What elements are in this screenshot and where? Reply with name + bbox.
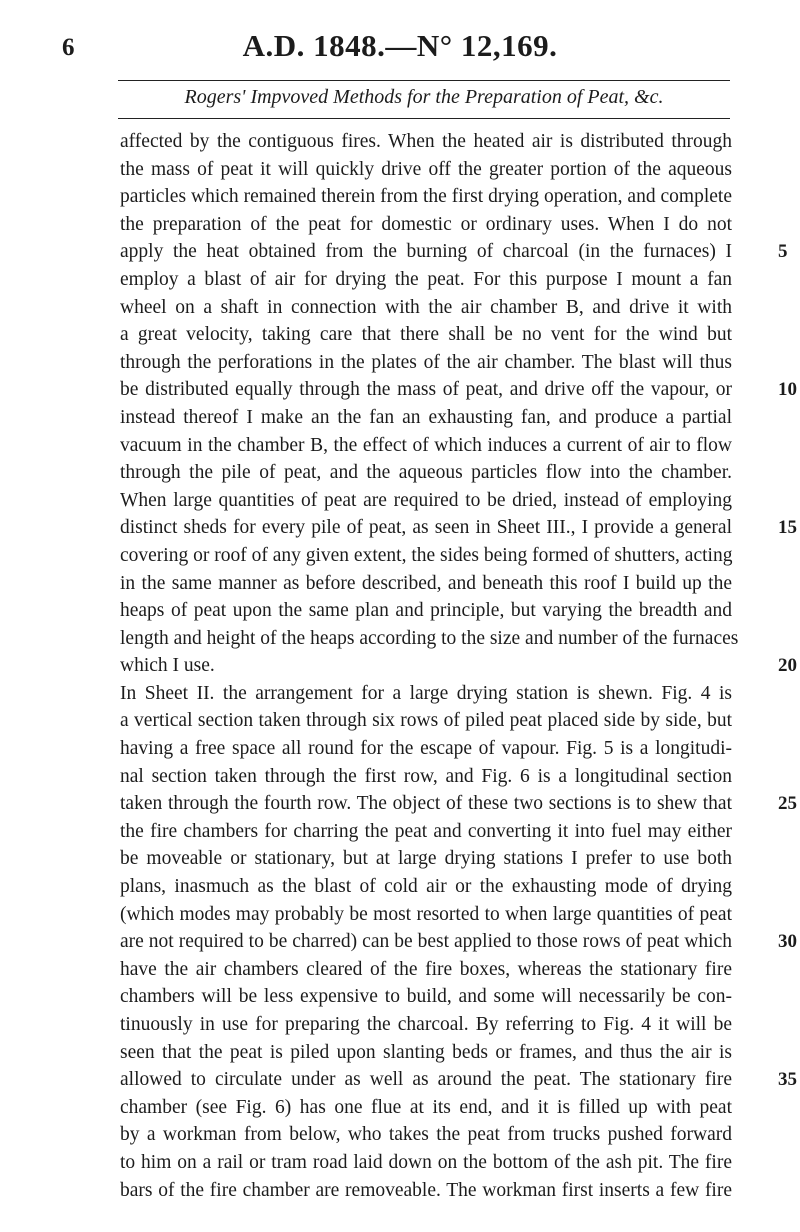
line-text: (which modes may probably be most resorted to when large quantities of peat	[120, 903, 732, 925]
text-line	[120, 625, 739, 653]
text-line	[120, 1039, 732, 1067]
text-line	[120, 128, 732, 156]
margin-line-number: 25	[778, 793, 797, 815]
text-line	[120, 707, 732, 735]
line-text: allowed to circulate under as well as around the peat. The stationary fire	[120, 1069, 732, 1091]
text-line	[120, 956, 732, 984]
text-line	[120, 845, 732, 873]
page-header: A.D. 1848.—N° 12,169.	[242, 28, 558, 63]
text-line	[120, 183, 732, 211]
line-text: When large quantities of peat are required to be dried, instead of employing	[120, 489, 732, 511]
line-text: by a workman from below, who takes the peat from trucks pushed forward	[120, 1124, 732, 1146]
text-line	[120, 156, 732, 184]
text-line	[120, 238, 788, 266]
line-text: taken through the fourth row. The object of these two sections is to shew that	[120, 793, 732, 815]
line-text: chambers will be less expensive to build, and some will necessarily be con-	[120, 986, 732, 1008]
line-text: nal section taken through the first row, and Fig. 6 is a longitudinal section	[120, 765, 732, 787]
margin-line-number: 15	[778, 517, 797, 539]
text-line	[120, 597, 732, 625]
line-text: a vertical section taken through six rows of piled peat placed side by side, but	[120, 710, 732, 732]
line-text: to him on a rail or tram road laid down on the bottom of the ash pit. The fire	[120, 1151, 732, 1173]
line-text: have the air chambers cleared of the fire boxes, whereas the stationary fire	[120, 958, 732, 980]
text-line	[120, 818, 732, 846]
text-line	[120, 570, 732, 598]
text-line	[120, 1094, 732, 1122]
line-text: plans, inasmuch as the blast of cold air or the exhausting mode of drying	[120, 876, 732, 898]
text-line	[120, 321, 732, 349]
text-line	[120, 1011, 732, 1039]
text-line	[120, 294, 732, 322]
line-text: tinuously in use for preparing the charcoal. By referring to Fig. 4 it will be	[120, 1014, 732, 1035]
text-line	[120, 459, 732, 487]
text-line	[120, 514, 797, 542]
body-text	[120, 128, 797, 1204]
line-text: chamber (see Fig. 6) has one flue at its end, and it is filled up with peat	[120, 1096, 732, 1118]
margin-line-number: 35	[778, 1069, 797, 1091]
text-line	[120, 487, 732, 515]
line-text: having a free space all round for the escape of vapour. Fig. 5 is a longitudi-	[120, 738, 732, 760]
line-text: instead thereof I make an the fan an exhausting fan, and produce a partial	[120, 406, 732, 428]
line-text: covering or roof of any given extent, the sides being formed of shutters, acting	[120, 544, 733, 566]
line-text: the fire chambers for charring the peat and converting it into fuel may either	[120, 820, 732, 842]
text-line	[120, 376, 797, 404]
line-text: wheel on a shaft in connection with the air chamber B, and drive it with	[120, 296, 732, 318]
line-text: the preparation of the peat for domestic or ordinary uses. When I do not	[120, 213, 732, 235]
text-line	[120, 790, 797, 818]
text-line	[120, 1149, 732, 1177]
line-text: affected by the contiguous fires. When the heated air is distributed through	[120, 131, 732, 152]
line-text: seen that the peat is piled upon slanting beds or frames, and thus the air is	[120, 1041, 732, 1063]
text-line	[120, 735, 732, 763]
text-line	[120, 901, 732, 929]
page-number: 6	[62, 34, 75, 61]
header-rule-top	[118, 80, 730, 81]
line-text: through the pile of peat, and the aqueous particles flow into the chamber.	[120, 462, 732, 484]
line-text: employ a blast of air for drying the peat. For this purpose I mount a fan	[120, 268, 732, 290]
text-line	[120, 1177, 732, 1205]
margin-line-number: 30	[778, 931, 797, 953]
text-line	[120, 266, 732, 294]
text-line	[120, 349, 732, 377]
margin-line-number: 20	[778, 655, 797, 677]
line-text: particles which remained therein from the first drying operation, and complete	[120, 186, 732, 208]
line-text: vacuum in the chamber B, the effect of which induces a current of air to flow	[120, 434, 732, 456]
line-text: distinct sheds for every pile of peat, as seen in Sheet III., I provide a general	[120, 517, 732, 539]
line-text: which I use.	[120, 655, 215, 677]
running-subtitle: Rogers' Impvoved Methods for the Preparation of Peat, &c.	[184, 86, 664, 108]
line-text: in the same manner as before described, and beneath this roof I build up the	[120, 572, 732, 594]
line-text: apply the heat obtained from the burning of charcoal (in the furnaces) I	[120, 241, 732, 263]
line-text: be moveable or stationary, but at large drying stations I prefer to use both	[120, 848, 732, 870]
margin-line-number: 5	[778, 241, 788, 263]
line-text: the mass of peat it will quickly drive off the greater portion of the aqueous	[120, 158, 732, 180]
text-line	[120, 1121, 732, 1149]
text-line	[120, 1066, 797, 1094]
header-rule-bottom	[118, 118, 730, 119]
text-line	[120, 652, 797, 680]
line-text: bars of the fire chamber are removeable. The workman first inserts a few fire	[120, 1179, 732, 1201]
text-line	[120, 432, 732, 460]
text-line	[120, 983, 732, 1011]
text-line	[120, 680, 732, 708]
text-line	[120, 763, 732, 791]
line-text: In Sheet II. the arrangement for a large drying station is shewn. Fig. 4 is	[120, 682, 732, 704]
line-text: length and height of the heaps according to the size and number of the furnaces	[120, 627, 739, 649]
text-line	[120, 873, 732, 901]
line-text: are not required to be charred) can be best applied to those rows of peat which	[120, 931, 732, 953]
line-text: through the perforations in the plates of the air chamber. The blast will thus	[120, 351, 732, 373]
text-line	[120, 542, 732, 570]
text-line	[120, 211, 732, 239]
line-text: a great velocity, taking care that there shall be no vent for the wind but	[120, 324, 732, 346]
line-text: be distributed equally through the mass of peat, and drive off the vapour, or	[120, 379, 732, 401]
text-line	[120, 404, 732, 432]
margin-line-number: 10	[778, 379, 797, 401]
text-line	[120, 928, 797, 956]
line-text: heaps of peat upon the same plan and principle, but varying the breadth and	[120, 600, 732, 622]
